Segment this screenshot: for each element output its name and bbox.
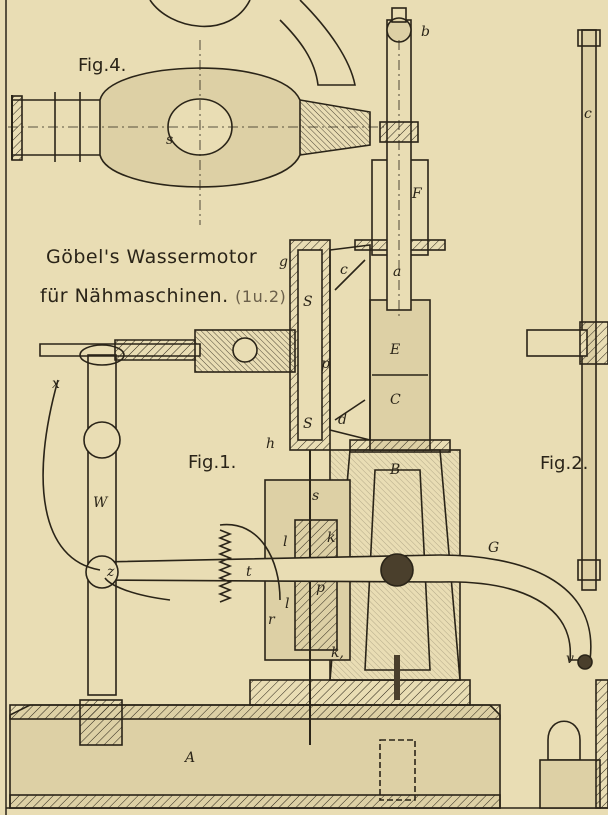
letter-l: l (283, 534, 288, 550)
letter-b: b (421, 24, 430, 40)
plate-title-suffix: (1u.2) (235, 287, 287, 306)
letter-p-upper: p (321, 356, 330, 372)
letter-k: k (327, 530, 336, 546)
fig4-drawing (8, 0, 390, 225)
letter-l2: l (285, 596, 290, 612)
plate-title-line1: Göbel's Wassermotor (46, 246, 258, 268)
letter-F: F (412, 186, 422, 202)
letter-W: W (93, 495, 108, 511)
letter-E: E (390, 342, 401, 358)
letter-d: d (338, 412, 347, 428)
plate-title-line2 (40, 285, 286, 307)
letter-r: r (268, 612, 275, 628)
fig1-caption: Fig.1. (188, 452, 237, 473)
letter-c-fig1: c (340, 262, 348, 278)
letter-z: z (107, 564, 115, 580)
letter-h: h (266, 436, 276, 452)
letter-A: A (185, 750, 196, 766)
letter-S-lower: S (303, 416, 313, 432)
letter-C: C (390, 392, 401, 408)
letter-t: t (246, 564, 252, 580)
letter-B: B (390, 462, 401, 478)
letter-k1: k, (331, 645, 344, 661)
letter-s-fig1: s (312, 488, 320, 504)
letter-G: G (488, 540, 500, 556)
plate-title-line2-text: für Nähmaschinen. (40, 285, 229, 307)
letter-v: v (566, 651, 574, 667)
fig2-caption: Fig.2. (540, 453, 589, 474)
letter-c-fig2: c (584, 106, 592, 122)
letter-s-fig4: s (166, 132, 174, 148)
letter-x: x (52, 376, 60, 392)
fig4-caption: Fig.4. (78, 55, 127, 76)
letter-S-upper: S (303, 294, 313, 310)
letter-p-lower: p (316, 580, 325, 596)
fig2-drawing (527, 30, 608, 808)
letter-g: g (279, 254, 288, 270)
letter-a: a (393, 264, 402, 280)
